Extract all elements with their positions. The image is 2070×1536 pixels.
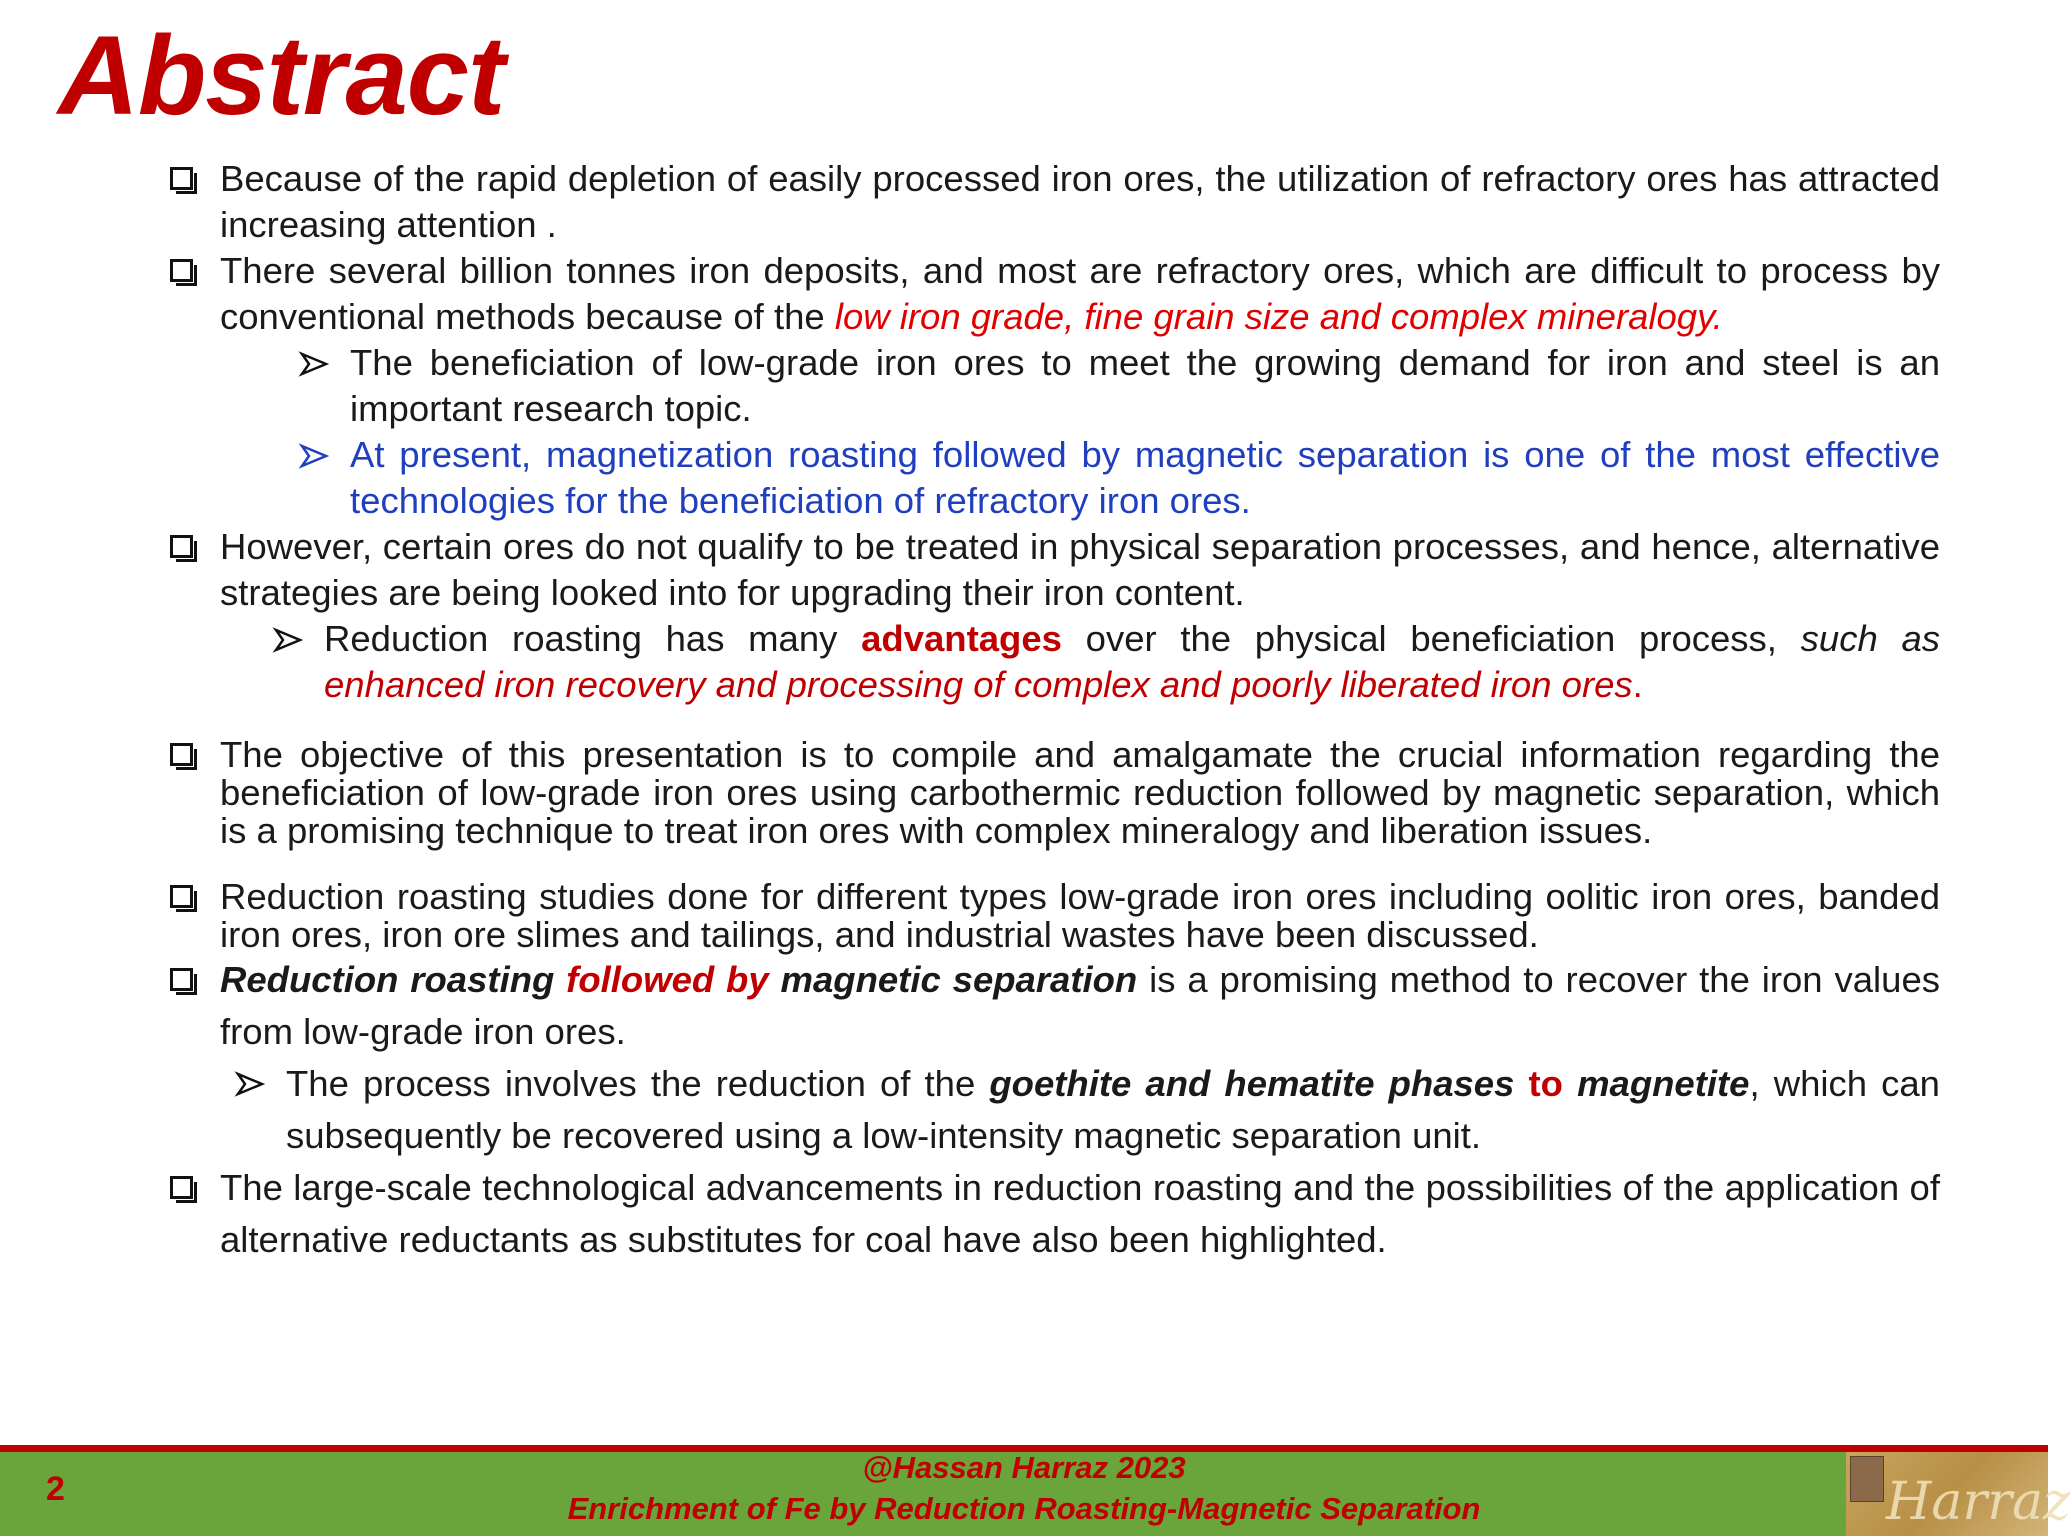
arrowhead-icon bbox=[300, 445, 328, 467]
bullet-4: The objective of this presentation is to compile and amalgamate the crucial information regarding the beneficiation of low-grade iron ores using carbothermic reduction followed by magnetic separation, which is a promising technique to treat iron ores with complex mineralogy and liberation issues. bbox=[170, 736, 1940, 850]
logo-text: Harraz bbox=[1886, 1472, 2070, 1532]
author-photo bbox=[1850, 1456, 1884, 1502]
bullet-7: The large-scale technological advancements in reduction roasting and the possibilities of the application of alternative reductants as substitutes for coal have also been highlighted. bbox=[170, 1162, 1940, 1266]
page-number: 2 bbox=[46, 1470, 65, 1508]
bullet-3-sub-1: Reduction roasting has many advantages over the physical beneficiation process, such as enhanced iron recovery and processing of complex and poorly liberated iron ores. bbox=[170, 616, 1940, 708]
checkbox-icon bbox=[170, 167, 193, 190]
checkbox-icon bbox=[170, 535, 193, 558]
bullet-2-sub-1: The beneficiation of low-grade iron ores to meet the growing demand for iron and steel is an important research topic. bbox=[170, 340, 1940, 432]
footer-author: @Hassan Harraz 2023 bbox=[862, 1450, 1186, 1485]
bullet-5: Reduction roasting studies done for different types low-grade iron ores including oolitic iron ores, banded iron ores, iron ore slimes and tailings, and industrial wastes have been discussed. bbox=[170, 878, 1940, 954]
bullet-3: However, certain ores do not qualify to be treated in physical separation processes, and hence, alternative strategies are being looked into for upgrading their iron content. bbox=[170, 524, 1940, 616]
footer-subtitle: Enrichment of Fe by Reduction Roasting-Magnetic Separation bbox=[567, 1491, 1481, 1526]
bullet-2: There several billion tonnes iron deposits, and most are refractory ores, which are difficult to process by conventional methods because of the low iron grade, fine grain size and complex mineralogy. bbox=[170, 248, 1940, 340]
bullet-1: Because of the rapid depletion of easily processed iron ores, the utilization of refractory ores has attracted increasing attention . bbox=[170, 156, 1940, 248]
bullet-6: Reduction roasting followed by magnetic separation is a promising method to recover the iron values from low-grade iron ores. bbox=[170, 954, 1940, 1058]
author-logo bbox=[1846, 1452, 2070, 1536]
arrowhead-icon bbox=[300, 353, 328, 375]
arrowhead-icon bbox=[274, 629, 302, 651]
checkbox-icon bbox=[170, 743, 193, 766]
slide-title: Abstract bbox=[58, 13, 505, 138]
bullet-6-sub-1: The process involves the reduction of the goethite and hematite phases to magnetite, which can subsequently be recovered using a low-intensity magnetic separation unit. bbox=[170, 1058, 1940, 1162]
checkbox-icon bbox=[170, 968, 193, 991]
checkbox-icon bbox=[170, 259, 193, 282]
bullet-2-sub-2: At present, magnetization roasting followed by magnetic separation is one of the most effective technologies for the beneficiation of refractory iron ores. bbox=[170, 432, 1940, 524]
checkbox-icon bbox=[170, 885, 193, 908]
arrowhead-icon bbox=[236, 1073, 264, 1095]
checkbox-icon bbox=[170, 1176, 193, 1199]
abstract-content bbox=[170, 156, 1940, 1266]
